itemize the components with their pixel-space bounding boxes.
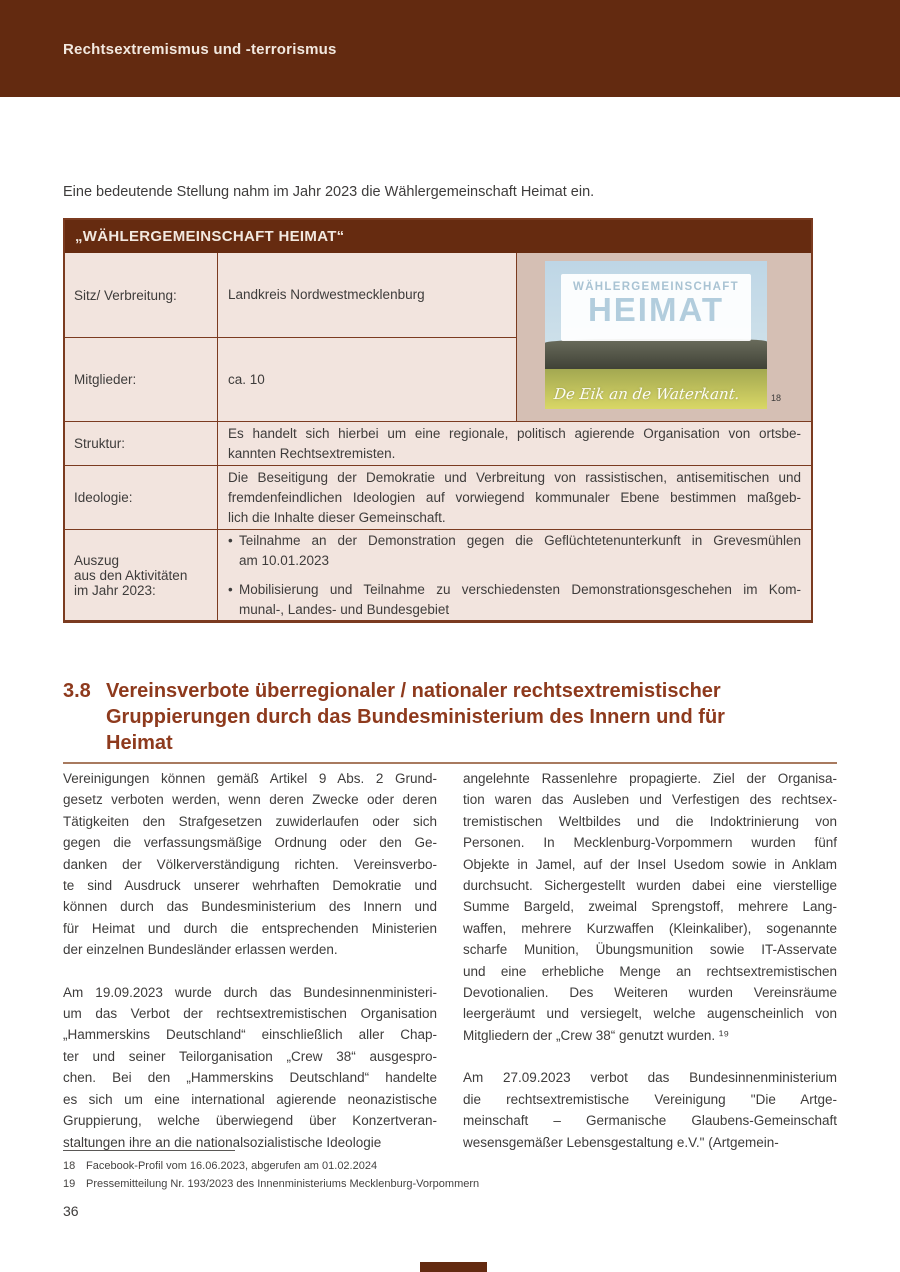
infobox-header bbox=[65, 220, 811, 253]
paragraph: angelehnte Rassenlehre propagierte. Ziel der Organisa- tion waren das Ausleben und Verfestigen des rechtsex- tremistischen Weltbildes und die Indoktrinierung von Personen. In Mecklenburg-Vorpommern wurden fünf Objekte in Jamel, auf der Insel Usedom sowie in Anklam durchsucht. Sichergestellt wurden dabei eine vierstellige Summe Bargeld, zweimal Sprengstoff, mehrere Lang- waffen, mehrere Kurzwaffen (Kleinkaliber), sogenannte scharfe Munition, Übungsmunition sowie IT-Asservate und eine erhebliche Menge an rechtsextremistischen Devotionalien. Des Weiteren wurden Vereinsräume leergeräumt und versiegelt, welche augenscheinlich von Mitgliedern der „Crew 38“ genutzt wurden. ¹⁹ bbox=[463, 771, 837, 1043]
row-value-struktur bbox=[218, 422, 811, 466]
heading-rule bbox=[63, 762, 837, 764]
activity-bullet-1: • Teilnahme an der Demonstration gegen die Geflüchtetenunterkunft in Grevesmühlen am 10.01.2023 bbox=[228, 531, 801, 571]
footnote-text: Facebook-Profil vom 16.06.2023, abgerufen am 01.02.2024 bbox=[86, 1160, 378, 1172]
row-value-mitglieder bbox=[218, 338, 517, 422]
paragraph: Am 27.09.2023 verbot das Bundesinnenministerium die rechtsextremistische Vereinigung "Die Artge- meinschaft – Germanische Glaubens-Gemeinschaft wesensgemäßer Lebensgestaltung e.V." (Artgemein- bbox=[463, 1070, 837, 1150]
chapter-title: Rechtsextremismus und -terrorismus bbox=[63, 41, 337, 58]
body-column-left bbox=[63, 768, 437, 1153]
footnote-text: Pressemitteilung Nr. 193/2023 des Innenministeriums Mecklenburg-Vorpommern bbox=[86, 1178, 480, 1190]
section-title: Vereinsverbote überregionaler / nationaler rechtsextremistischer Gruppierungen durch das Bundesministerium des Innern und für Heimat bbox=[106, 680, 725, 754]
paragraph: Am 19.09.2023 wurde durch das Bundesinnenministeri- um das Verbot der rechtsextremistischen Organisation „Hammerskins Deutschland“ einschließlich aller Chap- ter und seiner Teilorganisation „Crew 38“ ausgespro- chen. Bei den „Hammerskins Deutschland“ handelte es sich um eine international agierende neonazistische Gruppierung, welche überwiegend über Konzertveran- staltungen ihre an die nationalsozialistische Ideologie bbox=[63, 984, 437, 1150]
row-label-aktivitaeten bbox=[65, 530, 218, 620]
image-footnote-ref: 18 bbox=[771, 393, 782, 403]
heimat-infobox bbox=[63, 218, 813, 623]
footnote-number: 18 bbox=[63, 1160, 76, 1172]
heimat-logo-box bbox=[561, 274, 752, 341]
footnote-19 bbox=[63, 1175, 763, 1193]
aktivitaeten-label: Auszug aus den Aktivitäten im Jahr 2023: bbox=[74, 552, 188, 598]
paragraph: Vereinigungen können gemäß Artikel 9 Abs. 2 Grund- gesetz verboten werden, wenn deren Zwecke oder deren Tätigkeiten den Strafgesetzen zuwiderlaufen oder sich gegen die verfassungsmäßige Ordnung oder den Ge- danken der Völkerverständigung richten. Vereinsverbo- te sind Ausdruck unserer wehrhaften Demokratie und können durch das Bundesministerium des Innern und für Heimat und durch die entsprechenden Ministerien der einzelnen Bundesländer erlassen werden. bbox=[63, 771, 437, 958]
row-label-ideologie: Ideologie: bbox=[65, 466, 218, 530]
struktur-text: Es handelt sich hierbei um eine regionale, politisch agierende Organisation von ortsbe- kannten Rechtsextremisten. bbox=[228, 425, 801, 461]
infobox-body bbox=[65, 253, 811, 620]
row-label-sitz: Sitz/ Verbreitung: bbox=[65, 253, 218, 338]
footnotes bbox=[63, 1157, 763, 1193]
logo-org-name: WÄHLERGEMEINSCHAFT bbox=[573, 281, 739, 294]
logo-heimat-wordmark: HEIMAT bbox=[587, 291, 724, 329]
sitz-value-text: Landkreis Nordwestmecklenburg bbox=[228, 287, 425, 302]
activity-bullet-2: • Mobilisierung und Teilnahme zu verschiedensten Demonstrationsgeschehen im Kom- munal-, Landes- und Bundesgebiet bbox=[228, 580, 801, 620]
row-value-sitz bbox=[218, 253, 517, 338]
page-edge-mark bbox=[420, 1262, 487, 1272]
page-number: 36 bbox=[63, 1203, 79, 1219]
ideologie-text: Die Beseitigung der Demokratie und Verbreitung von rassistischen, antisemitischen und fremdenfeindlichen Ideologien auf vorwiegend kommunaler Ebene bestimmen maßgeb- lich die Inhalte dieser Gemeinschaft. bbox=[228, 469, 801, 525]
chapter-banner bbox=[0, 0, 900, 97]
infobox-image-cell bbox=[517, 253, 811, 422]
infobox-title: „WÄHLERGEMEINSCHAFT HEIMAT“ bbox=[75, 228, 345, 245]
footnote-number: 19 bbox=[63, 1178, 76, 1190]
footnote-18 bbox=[63, 1157, 763, 1175]
row-value-ideologie bbox=[218, 466, 811, 530]
row-value-aktivitaeten bbox=[218, 530, 811, 620]
mitglieder-value-text: ca. 10 bbox=[228, 371, 265, 387]
heimat-facebook-image bbox=[545, 261, 767, 409]
photo-treeline bbox=[545, 339, 767, 372]
row-label-struktur: Struktur: bbox=[65, 422, 218, 466]
section-heading bbox=[63, 678, 837, 756]
footnote-separator bbox=[63, 1150, 235, 1151]
row-label-mitglieder: Mitglieder: bbox=[65, 338, 218, 422]
photo-caption: De Eik an de Waterkant. bbox=[552, 385, 741, 404]
body-columns bbox=[63, 768, 837, 1153]
intro-sentence: Eine bedeutende Stellung nahm im Jahr 2023 die Wählergemeinschaft Heimat ein. bbox=[63, 184, 595, 200]
section-number: 3.8 bbox=[63, 680, 91, 702]
body-column-right bbox=[463, 768, 837, 1153]
